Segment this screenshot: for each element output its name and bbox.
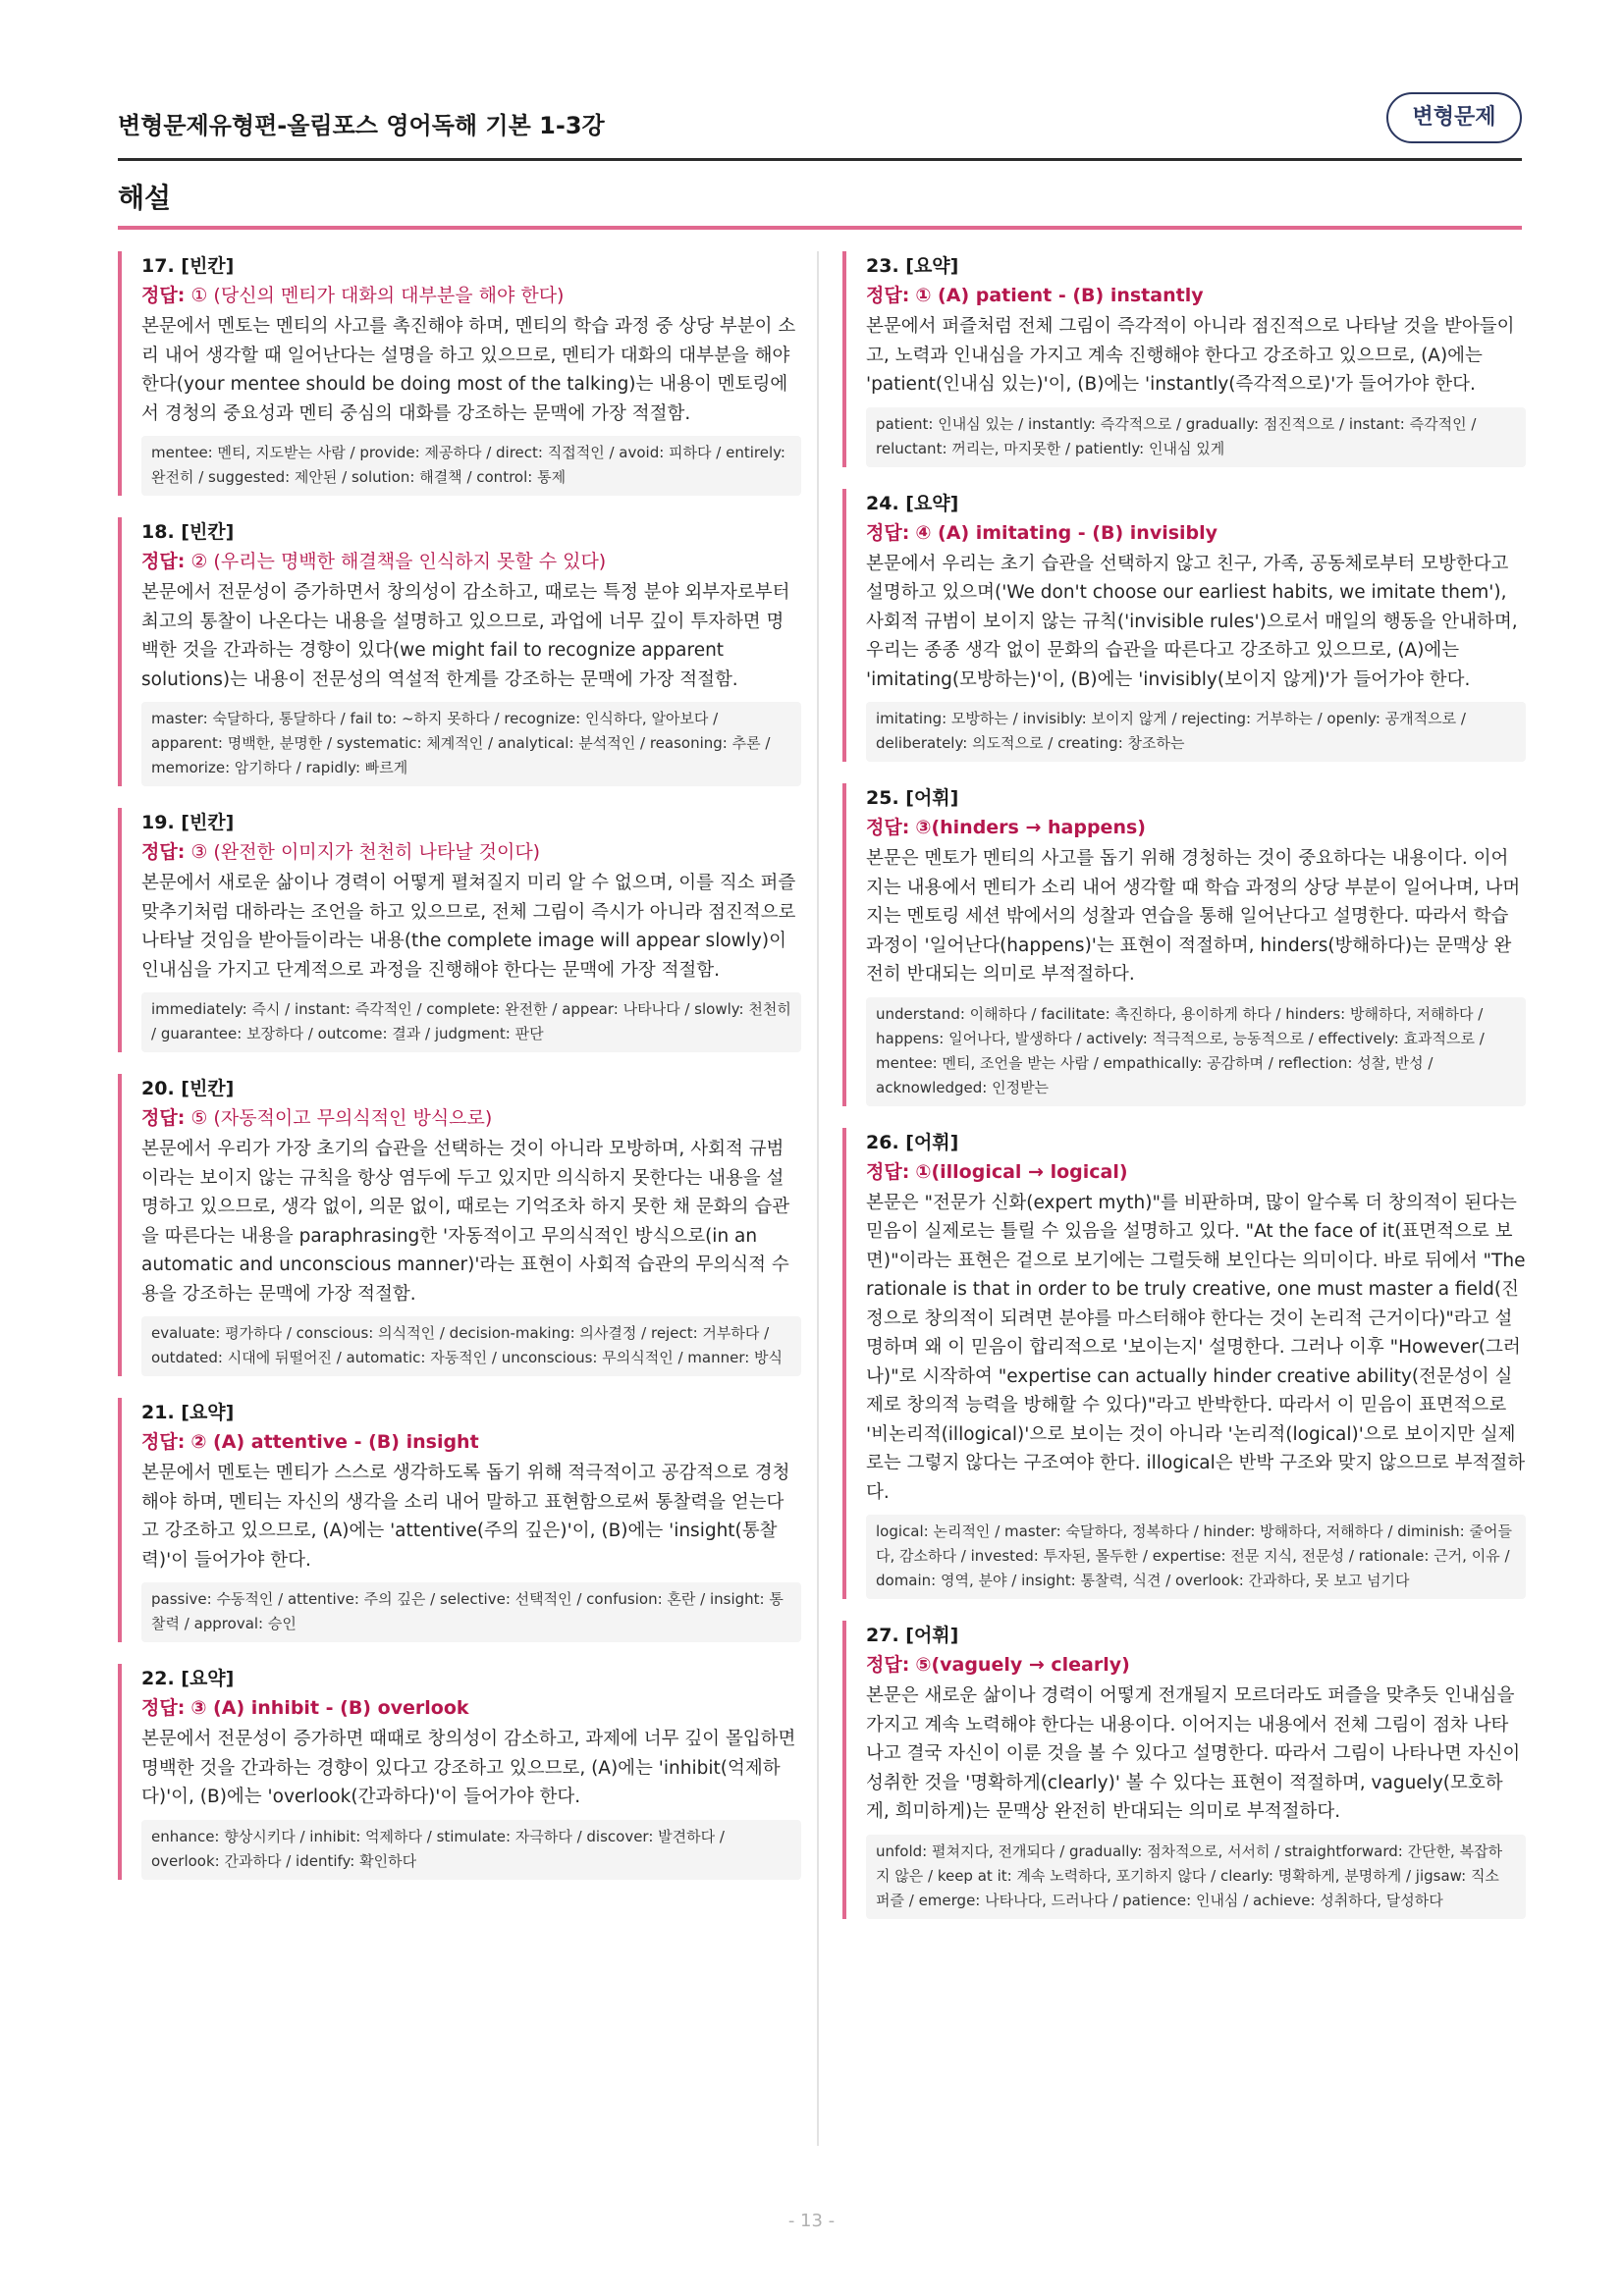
question-number: 22. [요약] <box>141 1668 235 1689</box>
vocabulary-box: patient: 인내심 있는 / instantly: 즉각적으로 / gradually: 점진적으로 / instant: 즉각적인 / reluctant: 꺼리는, 마지못한 / patiently: 인내심 있게 <box>866 407 1526 467</box>
vocabulary-box: evaluate: 평가하다 / conscious: 의식적인 / decision-making: 의사결정 / reject: 거부하다 / outdated: 시대에 뒤떨어진 / automatic: 자동적인 / unconscious: 무의식적인 / manner: 방식 <box>141 1316 801 1376</box>
explanation-text: 본문에서 전문성이 증가하면 때때로 창의성이 감소하고, 과제에 너무 깊이 몰입하면 명백한 것을 간과하는 경향이 있다고 강조하고 있으므로, (A)에는 'inhibit(억제하다)'이, (B)에는 'overlook(간과하다)'이 들어가야 한다. <box>141 1729 796 1807</box>
vocabulary-box: unfold: 펼쳐지다, 전개되다 / gradually: 점차적으로, 서서히 / straightforward: 간단한, 복잡하지 않은 / keep at it: 계속 노력하다, 포기하지 않다 / clearly: 명확하게, 분명하게 / jigsaw: 직소 퍼즐 / emerge: 나타나다, 드러나다 / patience: 인내심 / achieve: 성취하다, 달성하다 <box>866 1835 1526 1919</box>
question-block <box>842 1621 1526 1919</box>
left-column <box>118 251 801 1901</box>
question-number: 26. [어휘] <box>866 1131 959 1153</box>
question-block <box>842 489 1526 763</box>
explanation-text: 본문에서 전문성이 증가하면서 창의성이 감소하고, 때로는 특정 분야 외부자로부터 최고의 통찰이 나온다는 내용을 설명하고 있으므로, 과업에 너무 깊이 투자하면 명백한 것을 간과하는 경향이 있다(we might fail to recognize apparent solutions)는 내용이 전문성의 역설적 한계를 강조하는 문맥에 가장 적절함. <box>141 582 790 690</box>
question-block <box>842 783 1526 1106</box>
answer-line <box>141 837 801 867</box>
question-number: 21. [요약] <box>141 1402 235 1423</box>
answer-value: ③ (A) inhibit - (B) overlook <box>190 1697 469 1719</box>
vocabulary-box: enhance: 향상시키다 / inhibit: 억제하다 / stimulate: 자극하다 / discover: 발견하다 / overlook: 간과하다 / identify: 확인하다 <box>141 1820 801 1880</box>
question-number: 19. [빈칸] <box>141 812 235 833</box>
answer-line <box>141 1103 801 1133</box>
question-block <box>118 517 801 786</box>
question-block <box>118 808 801 1052</box>
question-number: 24. [요약] <box>866 492 959 514</box>
category-badge: 변형문제 <box>1386 92 1522 143</box>
explanation-text: 본문에서 멘토는 멘티가 스스로 생각하도록 돕기 위해 적극적이고 공감적으로 경청해야 하며, 멘티는 자신의 생각을 소리 내어 말하고 표현함으로써 통찰력을 얻는다고 강조하고 있으므로, (A)에는 'attentive(주의 깊은)'이, (B)에는 'insight(통찰력)'이 들어가야 한다. <box>141 1463 790 1571</box>
question-number: 17. [빈칸] <box>141 255 235 277</box>
explanation-text: 본문에서 멘토는 멘티의 사고를 촉진해야 하며, 멘티의 학습 과정 중 상당 부분이 소리 내어 생각할 때 일어난다는 설명을 하고 있으므로, 멘티가 대화의 대부분을 해야 한다(your mentee should be doing most of the talking)는 내용이 멘토링에서 경청의 중요성과 멘티 중심의 대화를 강조하는 문맥에 가장 적절함. <box>141 316 796 424</box>
answer-line <box>866 1650 1526 1680</box>
right-column <box>842 251 1526 1941</box>
answer-label: 정답: <box>141 841 186 863</box>
question-block <box>118 1074 801 1376</box>
question-number: 25. [어휘] <box>866 787 959 809</box>
answer-line <box>866 1157 1526 1187</box>
answer-value: ② (우리는 명백한 해결책을 인식하지 못할 수 있다) <box>190 551 607 572</box>
answer-label: 정답: <box>141 285 186 306</box>
document-title: 변형문제유형편-올림포스 영어독해 기본 1-3강 <box>118 112 605 139</box>
vocabulary-box: logical: 논리적인 / master: 숙달하다, 정복하다 / hinder: 방해하다, 저해하다 / diminish: 줄어들다, 감소하다 / invested: 투자된, 몰두한 / expertise: 전문 지식, 전문성 / rationale: 근거, 이유 / domain: 영역, 분야 / insight: 통찰력, 식견 / overlook: 간과하다, 못 보고 넘기다 <box>866 1515 1526 1599</box>
question-block <box>842 1128 1526 1600</box>
question-number: 23. [요약] <box>866 255 959 277</box>
vocabulary-box: mentee: 멘티, 지도받는 사람 / provide: 제공하다 / direct: 직접적인 / avoid: 피하다 / entirely: 완전히 / suggested: 제안된 / solution: 해결책 / control: 통제 <box>141 436 801 496</box>
explanation-text: 본문에서 우리는 초기 습관을 선택하지 않고 친구, 가족, 공동체로부터 모방한다고 설명하고 있으며('We don't choose our earliest habits, we imitate them'), 사회적 규범이 보이지 않는 규칙('invisible rules')으로서 매일의 행동을 안내하며, 우리는 종종 생각 없이 문화의 습관을 따른다고 강조하고 있으므로, (A)에는 'imitating(모방하는)'이, (B)에는 'invisibly(보이지 않게)'가 들어가야 한다. <box>866 553 1518 690</box>
answer-value: ③(hinders → happens) <box>915 817 1146 838</box>
answer-label: 정답: <box>141 551 186 572</box>
answer-line <box>141 281 801 310</box>
answer-value: ② (A) attentive - (B) insight <box>190 1431 479 1453</box>
explanation-text: 본문은 "전문가 신화(expert myth)"를 비판하며, 많이 알수록 더 창의적이 된다는 믿음이 실제로는 틀릴 수 있음을 설명하고 있다. "At the face of it(표면적으로 보면)"이라는 표현은 겉으로 보기에는 그럴듯해 보인다는 의미이다. 바로 뒤에서 "The rationale is that in order to be truly creative, one must master a field(진정으로 창의적이 되려면 분야를 마스터해야 한다는 것이 논리적 근거이다)"라고 설명하며 왜 이 믿음이 합리적으로 '보이는지' 설명한다. 그러나 이후 "However(그러나)"로 시작하여 "expertise can actually hinder creative ability(전문성이 실제로 창의적 능력을 방해할 수 있다)"라고 반박한다. 따라서 이 믿음이 표면적으로 '비논리적(illogical)'으로 보이는 것이 아니라 '논리적(logical)'으로 보이지만 실제로는 그렇지 않다는 구조여야 한다. illogical은 반박 구조와 맞지 않으므로 부적절하다. <box>866 1192 1526 1503</box>
answer-value: ④ (A) imitating - (B) invisibly <box>915 521 1218 544</box>
page-number: - 13 - <box>787 2211 836 2231</box>
answer-line <box>141 1427 801 1457</box>
answer-value: ①(illogical → logical) <box>915 1160 1128 1183</box>
answer-line <box>866 281 1526 310</box>
answer-value: ⑤ (자동적이고 무의식적인 방식으로) <box>190 1107 493 1129</box>
question-block <box>842 251 1526 467</box>
page-header <box>118 90 1522 161</box>
question-number: 20. [빈칸] <box>141 1078 235 1099</box>
question-number: 27. [어휘] <box>866 1625 959 1646</box>
answer-label: 정답: <box>866 817 910 838</box>
answer-line <box>866 518 1526 548</box>
section-title: 해설 <box>118 182 172 214</box>
question-number: 18. [빈칸] <box>141 521 235 543</box>
explanation-text: 본문은 멘토가 멘티의 사고를 돕기 위해 경청하는 것이 중요하다는 내용이다. 이어지는 내용에서 멘티가 소리 내어 생각할 때 학습 과정의 상당 부분이 일어나며, 나머지는 멘토링 세션 밖에서의 성찰과 연습을 통해 일어난다고 설명한다. 따라서 학습 과정이 '일어난다(happens)'는 표현이 적절하며, hinders(방해하다)는 문맥상 완전히 반대되는 의미로 부적절하다. <box>866 848 1521 985</box>
answer-label: 정답: <box>866 285 910 306</box>
explanation-text: 본문에서 퍼즐처럼 전체 그림이 즉각적이 아니라 점진적으로 나타날 것을 받아들이고, 노력과 인내심을 가지고 계속 진행해야 한다고 강조하고 있으므로, (A)에는 'patient(인내심 있는)'이, (B)에는 'instantly(즉각적으로)'가 들어가야 한다. <box>866 316 1515 395</box>
explanation-text: 본문에서 우리가 가장 초기의 습관을 선택하는 것이 아니라 모방하며, 사회적 규범이라는 보이지 않는 규칙을 항상 염두에 두고 있지만 의식하지 못한다는 내용을 설명하고 있으므로, 생각 없이, 의문 없이, 때로는 기억조차 하지 못한 채 문화의 습관을 따른다는 내용을 paraphrasing한 '자동적이고 무의식적인 방식으로(in an automatic and unconscious manner)'라는 표현이 사회적 습관의 무의식적 수용을 강조하는 문맥에 가장 적절함. <box>141 1139 790 1305</box>
answer-line <box>141 547 801 576</box>
explanation-text: 본문에서 새로운 삶이나 경력이 어떻게 펼쳐질지 미리 알 수 없으며, 이를 직소 퍼즐 맞추기처럼 대하라는 조언을 하고 있으므로, 전체 그림이 즉시가 아니라 점진적으로 나타날 것임을 받아들이라는 내용(the complete image will appear slowly)이 인내심을 가지고 단계적으로 과정을 진행해야 한다는 문맥에 가장 적절함. <box>141 873 796 981</box>
question-block <box>118 251 801 496</box>
answer-label: 정답: <box>141 1697 186 1719</box>
answer-value: ① (A) patient - (B) instantly <box>915 285 1204 306</box>
vocabulary-box: passive: 수동적인 / attentive: 주의 깊은 / selective: 선택적인 / confusion: 혼란 / insight: 통찰력 / approval: 승인 <box>141 1582 801 1642</box>
column-divider <box>817 251 819 2146</box>
answer-label: 정답: <box>141 1107 186 1129</box>
question-block <box>118 1664 801 1880</box>
answer-line <box>141 1693 801 1723</box>
explanation-text: 본문은 새로운 삶이나 경력이 어떻게 전개될지 모르더라도 퍼즐을 맞추듯 인내심을 가지고 계속 노력해야 한다는 내용이다. 이어지는 내용에서 전체 그림이 점차 나타나고 결국 자신이 이룬 것을 볼 수 있다고 설명한다. 따라서 그림이 나타나면 자신이 성취한 것을 '명확하게(clearly)' 볼 수 있다는 표현이 적절하며, vaguely(모호하게, 희미하게)는 문맥상 완전히 반대되는 의미로 부적절하다. <box>866 1685 1521 1822</box>
vocabulary-box: imitating: 모방하는 / invisibly: 보이지 않게 / rejecting: 거부하는 / openly: 공개적으로 / deliberately: 의도적으로 / creating: 창조하는 <box>866 702 1526 762</box>
question-block <box>118 1398 801 1642</box>
answer-line <box>866 813 1526 842</box>
answer-label: 정답: <box>866 521 910 544</box>
vocabulary-box: understand: 이해하다 / facilitate: 촉진하다, 용이하게 하다 / hinders: 방해하다, 저해하다 / happens: 일어나다, 발생하다 / actively: 적극적으로, 능동적으로 / effectively: 효과적으로 / mentee: 멘티, 조언을 받는 사람 / empathically: 공감하며 / reflection: 성찰, 반성 / acknowledged: 인정받는 <box>866 997 1526 1106</box>
answer-label: 정답: <box>866 1654 910 1676</box>
answer-value: ⑤(vaguely → clearly) <box>915 1654 1130 1676</box>
answer-value: ③ (완전한 이미지가 천천히 나타날 것이다) <box>190 841 541 863</box>
section-divider <box>118 226 1522 230</box>
vocabulary-box: immediately: 즉시 / instant: 즉각적인 / complete: 완전한 / appear: 나타나다 / slowly: 천천히 / guarantee: 보장하다 / outcome: 결과 / judgment: 판단 <box>141 992 801 1052</box>
vocabulary-box: master: 숙달하다, 통달하다 / fail to: ~하지 못하다 / recognize: 인식하다, 알아보다 / apparent: 명백한, 분명한 / systematic: 체계적인 / analytical: 분석적인 / reasoning: 추론 / memorize: 암기하다 / rapidly: 빠르게 <box>141 702 801 786</box>
answer-label: 정답: <box>866 1160 910 1183</box>
answer-label: 정답: <box>141 1431 186 1453</box>
answer-value: ① (당신의 멘티가 대화의 대부분을 해야 한다) <box>190 285 565 306</box>
